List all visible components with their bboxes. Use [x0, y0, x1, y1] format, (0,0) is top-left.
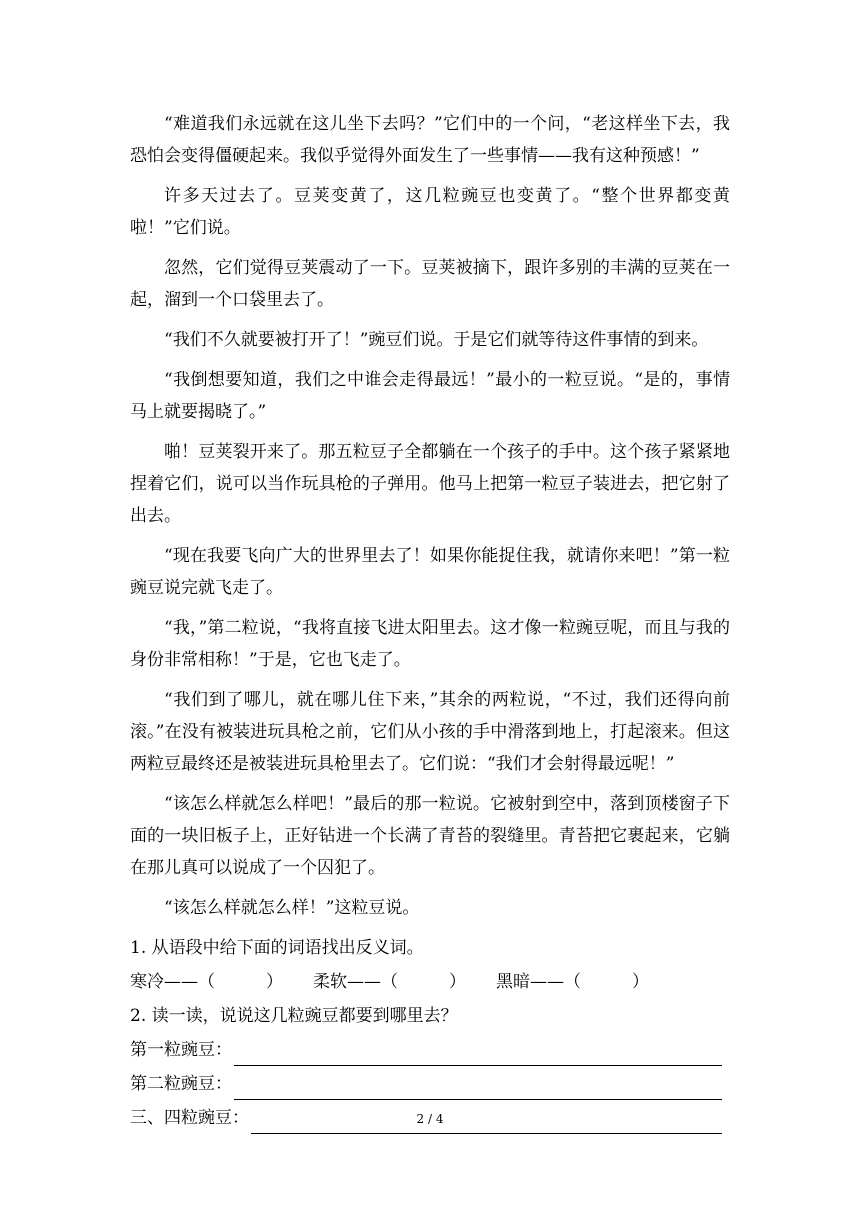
- page-number: 2 / 4: [416, 1112, 444, 1126]
- paragraph-5: “我倒想要知道，我们之中谁会走得最远！”最小的一粒豆说。“是的，事情马上就要揭晓了。”: [130, 370, 730, 422]
- paragraph-2: 许多天过去了。豆荚变黄了，这几粒豌豆也变黄了。“整个世界都变黄啦！”它们说。: [130, 186, 730, 238]
- question-2-title: 2. 读一读，说说这几粒豌豆都要到哪里去？: [130, 1006, 458, 1026]
- paragraph-3: 忽然，它们觉得豆荚震动了一下。豆荚被摘下，跟许多别的丰满的豆荚在一起，溜到一个口袋里去了。: [130, 258, 730, 310]
- answer-line-second-pea[interactable]: [234, 1077, 722, 1100]
- paragraph-10: “该怎么样就怎么样吧！”最后的那一粒说。它被射到空中，落到顶楼窗子下面的一块旧板子上，正好钻进一个长满了青苔的裂缝里。青苔把它裹起来，它躺在那儿真可以说成了一个囚犯了。: [130, 794, 730, 878]
- antonym-blank-dark[interactable]: 黑暗——（ ）: [496, 972, 649, 992]
- answer-label-first-pea: 第一粒豌豆：: [130, 1040, 232, 1060]
- antonym-blank-soft[interactable]: 柔软——（ ）: [313, 972, 466, 992]
- answer-label-third-fourth-pea: 三、四粒豌豆：: [130, 1108, 249, 1128]
- answer-label-second-pea: 第二粒豌豆：: [130, 1074, 232, 1094]
- paragraph-7: “现在我要飞向广大的世界里去了！如果你能捉住我，就请你来吧！”第一粒豌豆说完就飞走了。: [130, 546, 730, 598]
- antonym-blanks: [130, 966, 730, 998]
- question-1-title: 1. 从语段中给下面的词语找出反义词。: [130, 938, 424, 958]
- answer-row-second-pea: [130, 1066, 730, 1100]
- paragraph-8: “我，”第二粒说，“我将直接飞进太阳里去。这才像一粒豌豆呢，而且与我的身份非常相称！”于是，它也飞走了。: [130, 618, 730, 670]
- answer-line-first-pea[interactable]: [234, 1043, 722, 1066]
- paragraph-1: “难道我们永远就在这儿坐下去吗？”它们中的一个问，“老这样坐下去，我恐怕会变得僵硬起来。我似乎觉得外面发生了一些事情——我有这种预感！”: [130, 114, 730, 166]
- paragraph-9: “我们到了哪儿，就在哪儿住下来，”其余的两粒说，“不过，我们还得向前滚。”在没有被装进玩具枪之前，它们从小孩的手中滑落到地上，打起滚来。但这两粒豆最终还是被装进玩具枪里去了。它们说：“我们才会射得最远呢！”: [130, 690, 730, 774]
- paragraph-11: “该怎么样就怎么样！”这粒豆说。: [164, 898, 420, 918]
- paragraph-4: “我们不久就要被打开了！”豌豆们说。于是它们就等待这件事情的到来。: [164, 330, 709, 350]
- antonym-blank-cold[interactable]: 寒冷——（ ）: [130, 972, 283, 992]
- paragraph-6: 啪！豆荚裂开来了。那五粒豆子全都躺在一个孩子的手中。这个孩子紧紧地捏着它们，说可以当作玩具枪的子弹用。他马上把第一粒豆子装进去，把它射了出去。: [130, 442, 730, 526]
- answer-row-first-pea: [130, 1032, 730, 1066]
- content-area: [130, 108, 730, 1134]
